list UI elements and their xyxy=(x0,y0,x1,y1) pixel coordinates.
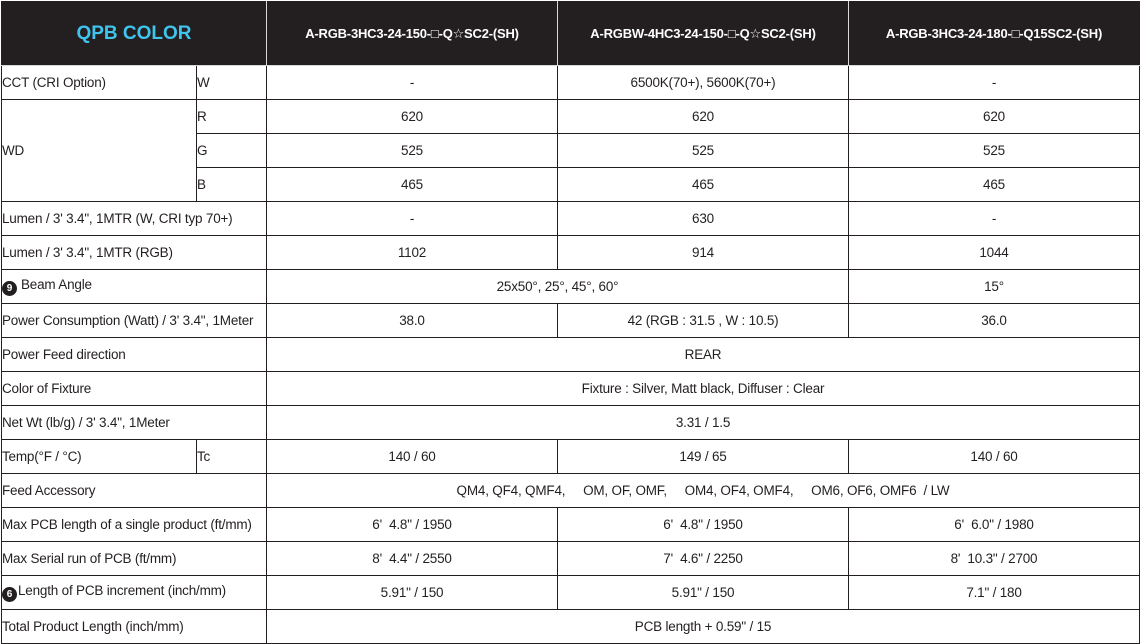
row-total-length xyxy=(2,610,1140,644)
feed-direction-value: REAR xyxy=(267,338,1140,372)
wd-g-value-1: 525 xyxy=(267,134,558,168)
temp-label: Temp(°F / °C) xyxy=(2,440,197,474)
row-lumen-rgb xyxy=(2,236,1140,270)
lumen-rgb-value-1: 1102 xyxy=(267,236,558,270)
max-serial-value-2: 7' 4.6" / 2250 xyxy=(558,542,849,576)
model-header-3: A-RGB-3HC3-24-180-□-Q15SC2-(SH) xyxy=(849,2,1140,66)
wd-b-sub: B xyxy=(197,168,267,202)
row-feed-accessory xyxy=(2,474,1140,508)
temp-sub: Tc xyxy=(197,440,267,474)
row-beam-angle xyxy=(2,270,1140,304)
pcb-increment-value-1: 5.91" / 150 xyxy=(267,576,558,610)
row-feed-direction xyxy=(2,338,1140,372)
spec-table xyxy=(1,1,1140,644)
max-pcb-label: Max PCB length of a single product (ft/mm) xyxy=(2,508,267,542)
cct-value-3: - xyxy=(849,66,1140,100)
max-serial-label: Max Serial run of PCB (ft/mm) xyxy=(2,542,267,576)
max-pcb-value-3: 6' 6.0" / 1980 xyxy=(849,508,1140,542)
pcb-increment-label: Length of PCB increment (inch/mm) xyxy=(18,583,226,598)
pcb-increment-value-3: 7.1" / 180 xyxy=(849,576,1140,610)
lumen-rgb-label: Lumen / 3' 3.4", 1MTR (RGB) xyxy=(2,236,267,270)
wd-b-value-2: 465 xyxy=(558,168,849,202)
max-serial-value-3: 8' 10.3" / 2700 xyxy=(849,542,1140,576)
row-power xyxy=(2,304,1140,338)
power-value-3: 36.0 xyxy=(849,304,1140,338)
power-value-2: 42 (RGB : 31.5 , W : 10.5) xyxy=(558,304,849,338)
temp-value-3: 140 / 60 xyxy=(849,440,1140,474)
lumen-w-value-3: - xyxy=(849,202,1140,236)
cct-label: CCT (CRI Option) xyxy=(2,66,197,100)
lumen-w-label: Lumen / 3' 3.4", 1MTR (W, CRI typ 70+) xyxy=(2,202,267,236)
lumen-rgb-value-2: 914 xyxy=(558,236,849,270)
beam-angle-value-1: 25x50°, 25°, 45°, 60° xyxy=(267,270,849,304)
row-wd-r xyxy=(2,100,1140,134)
temp-value-2: 149 / 65 xyxy=(558,440,849,474)
net-weight-label: Net Wt (lb/g) / 3' 3.4", 1Meter xyxy=(2,406,267,440)
lumen-rgb-value-3: 1044 xyxy=(849,236,1140,270)
net-weight-value: 3.31 / 1.5 xyxy=(267,406,1140,440)
power-label: Power Consumption (Watt) / 3' 3.4", 1Meter xyxy=(2,304,267,338)
feed-accessory-value: QM4, QF4, QMF4, OM, OF, OMF, OM4, OF4, OMF4, OM6, OF6, OMF6 / LW xyxy=(267,474,1140,508)
beam-angle-value-2: 15° xyxy=(849,270,1140,304)
model-header-1: A-RGB-3HC3-24-150-□-Q☆SC2-(SH) xyxy=(267,2,558,66)
lumen-w-value-2: 630 xyxy=(558,202,849,236)
wd-g-value-2: 525 xyxy=(558,134,849,168)
max-serial-value-1: 8' 4.4" / 2550 xyxy=(267,542,558,576)
wd-r-value-2: 620 xyxy=(558,100,849,134)
max-pcb-value-2: 6' 4.8" / 1950 xyxy=(558,508,849,542)
brand-title: QPB COLOR xyxy=(2,2,267,66)
feed-accessory-label: Feed Accessory xyxy=(2,474,267,508)
pcb-increment-value-2: 5.91" / 150 xyxy=(558,576,849,610)
power-value-1: 38.0 xyxy=(267,304,558,338)
total-length-value: PCB length + 0.59" / 15 xyxy=(267,610,1140,644)
note-9-badge: 9 xyxy=(2,281,17,296)
cct-sub: W xyxy=(197,66,267,100)
row-lumen-w xyxy=(2,202,1140,236)
color-label: Color of Fixture xyxy=(2,372,267,406)
row-max-pcb xyxy=(2,508,1140,542)
wd-g-value-3: 525 xyxy=(849,134,1140,168)
note-6-badge: 6 xyxy=(2,587,17,602)
total-length-label: Total Product Length (inch/mm) xyxy=(2,610,267,644)
color-value: Fixture : Silver, Matt black, Diffuser : Clear xyxy=(267,372,1140,406)
wd-b-value-1: 465 xyxy=(267,168,558,202)
lumen-w-value-1: - xyxy=(267,202,558,236)
cct-value-2: 6500K(70+), 5600K(70+) xyxy=(558,66,849,100)
row-temp xyxy=(2,440,1140,474)
row-net-weight xyxy=(2,406,1140,440)
model-header-2: A-RGBW-4HC3-24-150-□-Q☆SC2-(SH) xyxy=(558,2,849,66)
wd-b-value-3: 465 xyxy=(849,168,1140,202)
wd-g-sub: G xyxy=(197,134,267,168)
row-cct xyxy=(2,66,1140,100)
max-pcb-value-1: 6' 4.8" / 1950 xyxy=(267,508,558,542)
row-color xyxy=(2,372,1140,406)
wd-r-sub: R xyxy=(197,100,267,134)
wd-r-value-3: 620 xyxy=(849,100,1140,134)
pcb-increment-cell xyxy=(2,576,267,610)
beam-angle-label: Beam Angle xyxy=(21,277,92,292)
header-row xyxy=(2,2,1140,66)
cct-value-1: - xyxy=(267,66,558,100)
wd-label: WD xyxy=(2,100,197,202)
row-pcb-increment xyxy=(2,576,1140,610)
beam-angle-cell xyxy=(2,270,267,304)
feed-direction-label: Power Feed direction xyxy=(2,338,267,372)
row-max-serial xyxy=(2,542,1140,576)
wd-r-value-1: 620 xyxy=(267,100,558,134)
temp-value-1: 140 / 60 xyxy=(267,440,558,474)
